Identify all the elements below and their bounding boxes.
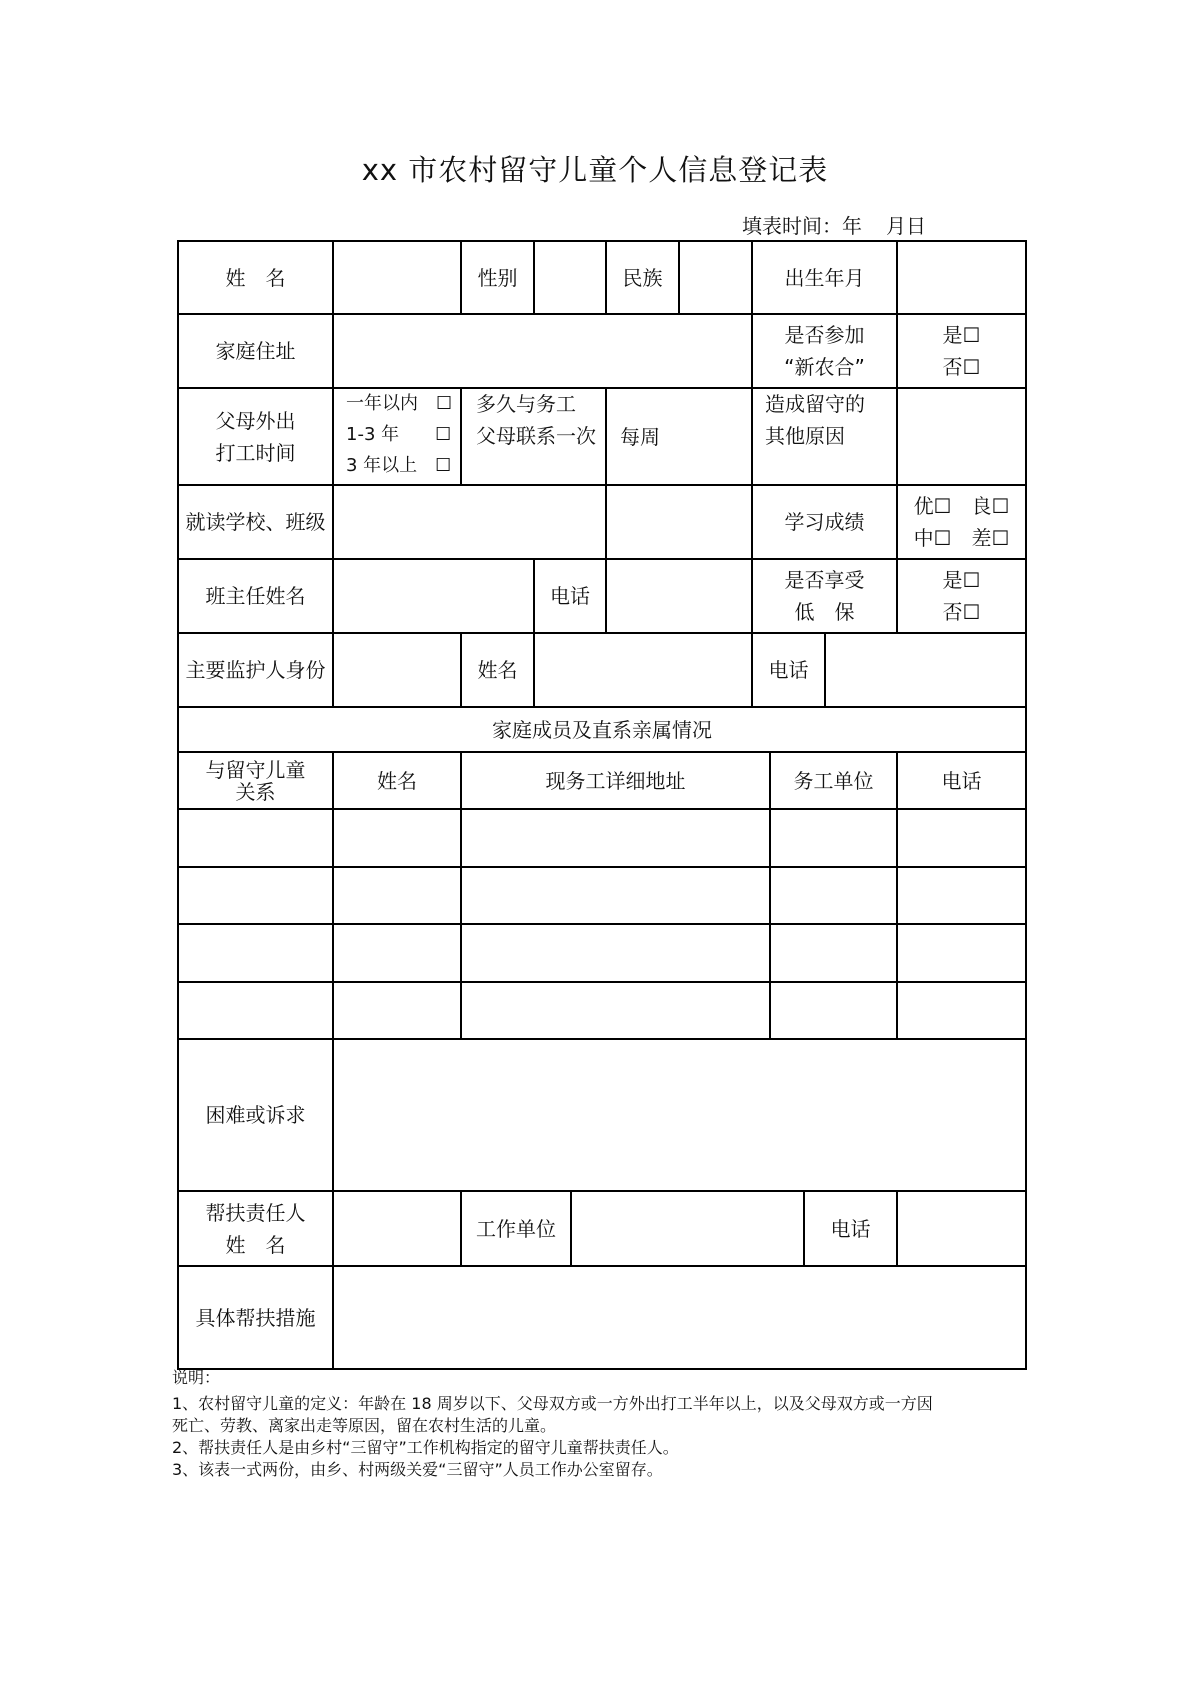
parents-away-label-line2: 打工时间 bbox=[215, 440, 296, 465]
xinnonghe-label-line1: 是否参加 bbox=[784, 323, 865, 347]
fill-time-label: 填表时间： bbox=[742, 214, 842, 238]
helper-name-label-line1: 帮扶责任人 bbox=[205, 1200, 306, 1225]
birth-date-label: 出生年月 bbox=[784, 265, 865, 290]
gender-label: 性别 bbox=[477, 265, 518, 290]
dibao-no-checkbox[interactable]: 否☐ bbox=[942, 600, 981, 624]
family-section-title: 家庭成员及直系亲属情况 bbox=[492, 717, 712, 742]
fill-time bbox=[742, 210, 926, 239]
grades-row-1[interactable]: 优☐ 良☐ bbox=[913, 494, 1010, 518]
xinnonghe-yes-checkbox[interactable]: 是☐ bbox=[942, 323, 981, 347]
school-class-label: 就读学校、班级 bbox=[185, 510, 326, 534]
home-address-label: 家庭住址 bbox=[215, 339, 296, 363]
col-line bbox=[751, 387, 753, 485]
note-line-2: 死亡、劳教、离家出走等原因，留在农村生活的儿童。 bbox=[172, 1416, 557, 1435]
xinnonghe-options bbox=[897, 314, 1026, 388]
xinnonghe-no-checkbox[interactable]: 否☐ bbox=[942, 355, 981, 379]
difficulty-label: 困难或诉求 bbox=[205, 1103, 306, 1127]
guardian-phone-label: 电话 bbox=[768, 658, 809, 682]
name-label: 姓 名 bbox=[225, 265, 286, 290]
period-option-3[interactable]: 3 年以上 ☐ bbox=[346, 455, 452, 476]
notes-section bbox=[172, 1367, 1052, 1481]
fill-time-month-day: 月日 bbox=[886, 214, 926, 238]
contact-frequency-label-line2: 父母联系一次 bbox=[476, 424, 596, 448]
measures-label: 具体帮扶措施 bbox=[195, 1305, 316, 1330]
notes-heading: 说明： bbox=[172, 1368, 221, 1387]
xinnonghe-label-line2: “新农合” bbox=[784, 355, 865, 379]
grades-options bbox=[897, 485, 1026, 559]
dibao-label-line1: 是否享受 bbox=[784, 568, 865, 592]
ethnicity-label: 民族 bbox=[622, 265, 663, 290]
row-line bbox=[177, 923, 1026, 925]
family-header-name: 姓名 bbox=[377, 768, 417, 793]
other-reason-label-line1: 造成留守的 bbox=[765, 392, 865, 416]
family-header-relation bbox=[178, 752, 333, 809]
note-line-3: 2、帮扶责任人是由乡村“三留守”工作机构指定的留守儿童帮扶责任人。 bbox=[172, 1438, 679, 1457]
parents-away-label bbox=[178, 388, 333, 485]
dibao-options bbox=[897, 559, 1026, 633]
grades-row-2[interactable]: 中☐ 差☐ bbox=[913, 526, 1010, 550]
family-header-address: 现务工详细地址 bbox=[545, 768, 686, 793]
other-reason-label bbox=[765, 388, 897, 485]
dibao-yes-checkbox[interactable]: 是☐ bbox=[942, 568, 981, 592]
family-header-employer: 务工单位 bbox=[793, 768, 874, 793]
teacher-name-label: 班主任姓名 bbox=[205, 584, 306, 608]
helper-phone-label: 电话 bbox=[830, 1216, 871, 1241]
contact-frequency-label-line1: 多久与务工 bbox=[476, 392, 576, 416]
other-reason-label-line2: 其他原因 bbox=[765, 424, 845, 448]
guardian-identity-label: 主要监护人身份 bbox=[185, 658, 326, 682]
parents-away-label-line1: 父母外出 bbox=[215, 408, 296, 433]
family-header-relation-line1: 与留守儿童 bbox=[205, 757, 306, 782]
teacher-phone-label: 电话 bbox=[550, 584, 590, 608]
helper-name-label-line2: 姓 名 bbox=[225, 1232, 286, 1257]
col-line bbox=[605, 484, 607, 559]
form-title: xx 市农村留守儿童个人信息登记表 bbox=[361, 153, 829, 187]
row-line bbox=[177, 981, 1026, 983]
dibao-label bbox=[752, 559, 897, 633]
family-header-phone: 电话 bbox=[941, 768, 982, 793]
period-option-1[interactable]: 一年以内 ☐ bbox=[346, 393, 453, 414]
work-unit-label: 工作单位 bbox=[476, 1216, 556, 1241]
helper-name-label bbox=[178, 1191, 333, 1266]
contact-frequency-value[interactable]: 每周 bbox=[620, 424, 660, 449]
away-period-options bbox=[346, 388, 461, 485]
note-line-1: 1、农村留守儿童的定义：年龄在 18 周岁以下、父母双方或一方外出打工半年以上，以及父母双方或一方因 bbox=[172, 1394, 933, 1413]
guardian-name-label: 姓名 bbox=[477, 658, 518, 682]
family-header-relation-line2: 关系 bbox=[235, 779, 276, 804]
note-line-4: 3、该表一式两份，由乡、村两级关爱“三留守”人员工作办公室留存。 bbox=[172, 1460, 663, 1479]
grades-label: 学习成绩 bbox=[784, 510, 865, 534]
row-line bbox=[177, 866, 1026, 868]
contact-frequency-label bbox=[476, 388, 606, 485]
fill-time-year: 年 bbox=[842, 214, 862, 238]
dibao-label-line2: 低 保 bbox=[794, 600, 855, 624]
xinnonghe-label bbox=[752, 314, 897, 388]
period-option-2[interactable]: 1-3 年 ☐ bbox=[346, 424, 452, 445]
